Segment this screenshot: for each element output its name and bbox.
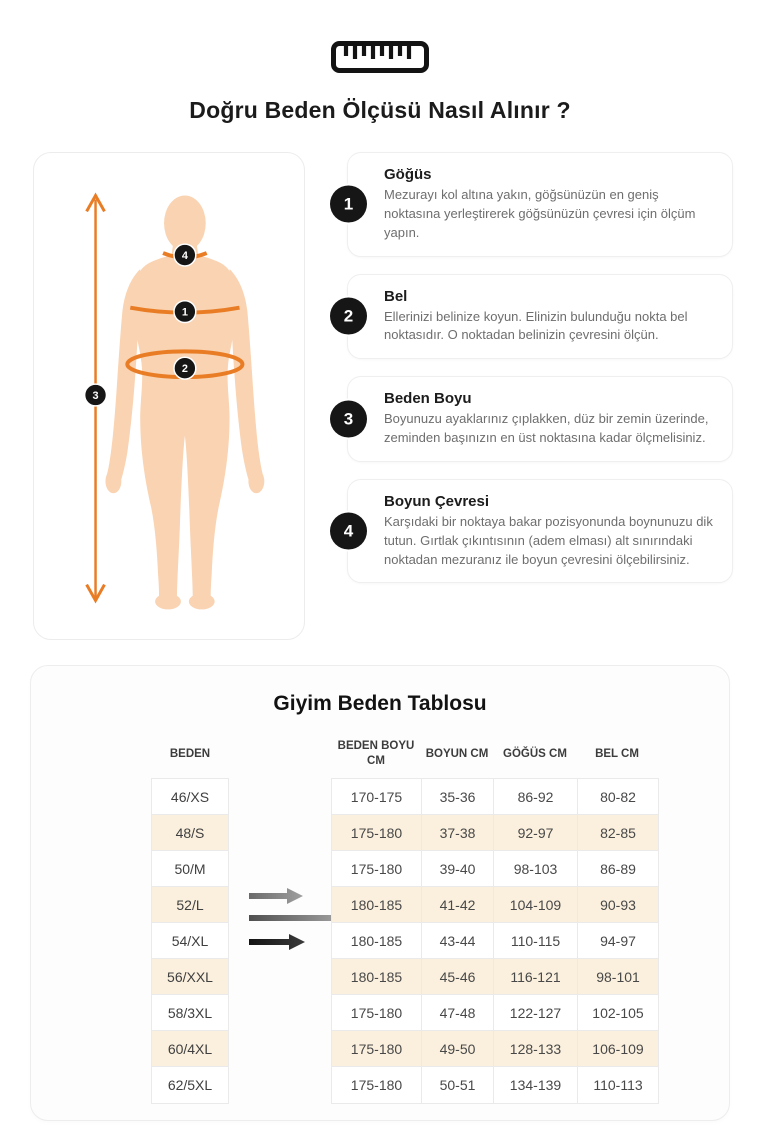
header-beden: BEDEN	[169, 747, 211, 760]
header-boyun: BOYUN CM	[425, 747, 489, 760]
page-title: Doğru Beden Ölçüsü Nasıl Alınır ?	[189, 97, 571, 123]
cell-boyu: 180-185	[332, 923, 422, 959]
body-silhouette-graphic	[34, 153, 304, 639]
ruler-icon	[330, 40, 430, 79]
header-bel: BEL CM	[595, 747, 639, 760]
cell-boyun: 43-44	[422, 923, 494, 959]
cell-gogus: 116-121	[494, 959, 578, 995]
cell-gogus: 98-103	[494, 851, 578, 887]
cell-boyu: 175-180	[332, 1031, 422, 1067]
instruction-title: Bel	[384, 287, 408, 305]
cell-boyun: 35-36	[422, 779, 494, 815]
cell-gogus: 92-97	[494, 815, 578, 851]
cell-bel: 82-85	[578, 815, 658, 851]
cell-gogus: 122-127	[494, 995, 578, 1031]
instruction-card-beden-boyu	[343, 376, 733, 462]
step-number-badge: 2	[330, 298, 367, 335]
figure-marker-chest: 1	[181, 306, 188, 319]
size-cell: 48/S	[152, 815, 228, 851]
size-cell: 54/XL	[152, 923, 228, 959]
cell-bel: 94-97	[578, 923, 658, 959]
cell-gogus: 134-139	[494, 1067, 578, 1103]
cell-boyun: 47-48	[422, 995, 494, 1031]
cell-bel: 106-109	[578, 1031, 658, 1067]
instruction-text: Boyunuzu ayaklarınız çıplakken, düz bir zemin üzerinde, zeminden başınızın en üst noktasına kadar ölçmelisiniz.	[384, 411, 709, 446]
cell-bel: 98-101	[578, 959, 658, 995]
body-measurement-figure	[33, 152, 305, 640]
header-beden-boyu: BEDEN BOYU CM	[337, 740, 415, 767]
instruction-card-bel	[343, 274, 733, 360]
size-cell: 52/L	[152, 887, 228, 923]
cell-boyu: 180-185	[332, 959, 422, 995]
cell-boyun: 39-40	[422, 851, 494, 887]
instruction-title: Göğüs	[384, 166, 432, 183]
instruction-card-boyun-cevresi	[343, 479, 733, 584]
size-cell: 62/5XL	[152, 1067, 228, 1103]
cell-bel: 80-82	[578, 779, 658, 815]
cell-boyu: 175-180	[332, 851, 422, 887]
instruction-text: Mezurayı kol altına yakın, göğsünüzün en geniş noktasına yerleştirerek göğsünüzün çevresi için ölçüm yapın.	[384, 187, 696, 240]
cell-gogus: 104-109	[494, 887, 578, 923]
cell-boyun: 41-42	[422, 887, 494, 923]
cell-boyu: 175-180	[332, 815, 422, 851]
cell-boyu: 180-185	[332, 887, 422, 923]
size-column	[151, 778, 229, 1104]
step-number-badge: 1	[330, 186, 367, 223]
figure-marker-waist: 2	[181, 363, 188, 376]
cell-boyu: 175-180	[332, 995, 422, 1031]
cell-boyun: 45-46	[422, 959, 494, 995]
cell-gogus: 86-92	[494, 779, 578, 815]
cell-bel: 110-113	[578, 1067, 658, 1103]
figure-marker-height: 3	[92, 389, 99, 402]
cell-gogus: 128-133	[494, 1031, 578, 1067]
size-table-title: Giyim Beden Tablosu	[273, 692, 487, 715]
size-cell: 46/XS	[152, 779, 228, 815]
measurements-grid	[331, 778, 659, 1104]
cell-boyun: 49-50	[422, 1031, 494, 1067]
cell-boyu: 175-180	[332, 1067, 422, 1103]
instruction-text: Karşıdaki bir noktaya bakar pozisyonunda boynunuzu dik tutun. Gırtlak çıkıntısının (adem elması) alt sınırındaki noktadan mezuranız ile boyun çevresini ölçebilirsiniz.	[384, 513, 713, 567]
cell-bel: 90-93	[578, 887, 658, 923]
instruction-title: Beden Boyu	[384, 390, 472, 408]
header-gogus: GÖĞÜS CM	[503, 747, 567, 760]
instruction-title: Boyun Çevresi	[384, 492, 490, 510]
size-table-panel	[30, 665, 730, 1121]
cell-bel: 86-89	[578, 851, 658, 887]
step-number-badge: 3	[330, 401, 367, 438]
size-cell: 60/4XL	[152, 1031, 228, 1067]
cell-boyu: 170-175	[332, 779, 422, 815]
size-cell: 58/3XL	[152, 995, 228, 1031]
size-cell: 50/M	[152, 851, 228, 887]
cell-boyun: 50-51	[422, 1067, 494, 1103]
cell-gogus: 110-115	[494, 923, 578, 959]
instruction-text: Ellerinizi belinize koyun. Elinizin bulunduğu nokta bel noktasıdır. O noktadan belinizin çevresini ölçün.	[384, 308, 688, 343]
step-number-badge: 4	[330, 513, 367, 550]
size-cell: 56/XXL	[152, 959, 228, 995]
figure-marker-neck: 4	[181, 250, 188, 263]
instruction-card-gogus	[343, 152, 733, 257]
cell-boyun: 37-38	[422, 815, 494, 851]
cell-bel: 102-105	[578, 995, 658, 1031]
instruction-cards	[343, 152, 733, 583]
size-table-header	[151, 732, 657, 776]
